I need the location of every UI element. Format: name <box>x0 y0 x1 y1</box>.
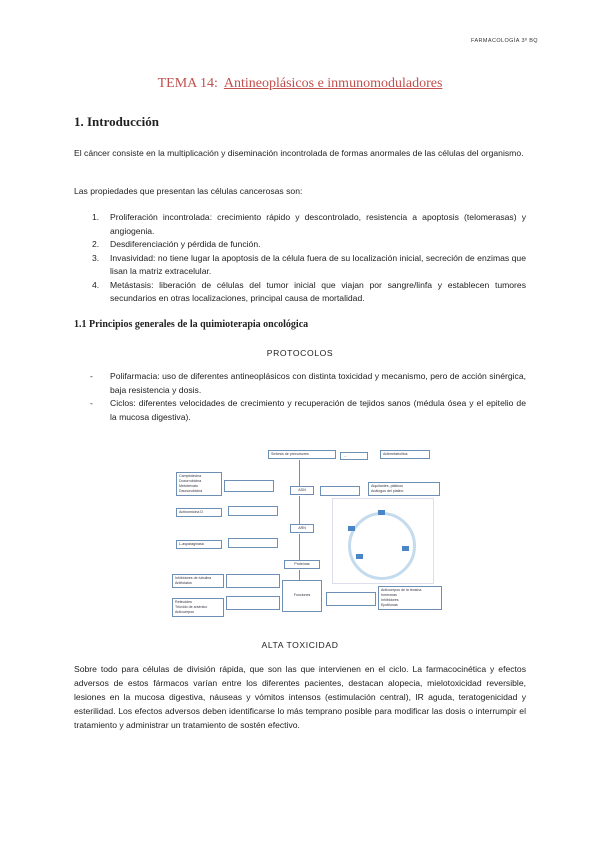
title-topic: Antineoplásicos e inmunomoduladores <box>223 76 443 91</box>
arrow-icon <box>320 486 360 496</box>
actinomycin-label: Actinomicina D <box>176 508 222 517</box>
adn-box: ADN <box>290 486 314 495</box>
list-item: - Polifarmacia: uso de diferentes antineoplásicos con distinta toxicidad y mecanismo, pero de acción sinérgica, baja resistencia y dosis. <box>90 371 526 395</box>
toxicity-label: ALTA TOXICIDAD <box>261 640 339 650</box>
properties-intro: Las propiedades que presentan las células cancerosas son: <box>74 186 303 196</box>
connector-line <box>299 534 300 560</box>
left-drugs-box-1: Camptotecina Doxorrubicina Metotrexato Daunorubicina <box>176 472 222 496</box>
arrow-icon <box>226 574 280 588</box>
properties-list <box>92 211 526 306</box>
list-item: 3. Invasividad: no tiene lugar la apoptosis de la célula fuera de su localización inicial, secreción de enzimas que lisan la matriz extracelular. <box>92 252 526 276</box>
course-header: FARMACOLOGÍA 3º BQ <box>471 38 538 44</box>
section-heading-intro: 1. Introducción <box>74 114 159 129</box>
left-drugs-box-3: Retinoides Trióxido de arsénico Anticuerpos <box>172 598 224 617</box>
title-prefix: TEMA 14: <box>157 76 218 91</box>
list-item: 4. Metástasis: liberación de células del tumor inicial que viajan por sangre/linfa y establecen tumores secundarios en otras localizaciones, principal causa de mortalidad. <box>92 279 526 303</box>
page-title <box>0 76 600 92</box>
functions-box: Funciones <box>282 580 322 612</box>
cycle-marker-icon <box>378 510 385 515</box>
left-drugs-box-2: Inhibidores de tubulina Antifolatos <box>172 574 224 588</box>
arrow-icon <box>228 506 278 516</box>
cycle-marker-icon <box>356 554 363 559</box>
right-drugs-box-2: Anticuerpos de la tirosina hormonas Inhibidores Epotilonas <box>378 586 442 610</box>
connector-line <box>299 496 300 524</box>
right-drugs-box-1: Alquilantes, platinos Análogos del platino <box>368 482 440 496</box>
connector-line <box>299 460 300 486</box>
toxicity-paragraph: Sobre todo para células de división rápida, que son las que intervienen en el ciclo. La farmacocinética y efectos adversos de estos fármacos varían entre los diferentes pacientes, destacan alopecia, mielotoxicidad reversible, lesiones en la mucosa digestiva, náuseas y vómitos intensos (estimulación central), IR aguda, teratogenicidad y esterilidad. Los efectos adversos deben identificarse lo más temprano posible para modificar las dosis o interrumpir el tratamiento y administrar un tratamiento de sostén efectivo. <box>74 664 526 730</box>
protocols-label: PROTOCOLOS <box>266 348 334 358</box>
connector-line <box>299 570 300 580</box>
arrow-icon <box>226 596 280 610</box>
arrow-icon: → <box>340 452 368 460</box>
proteins-box: Proteínas <box>284 560 320 569</box>
section-heading-principles: 1.1 Principios generales de la quimioterapia oncológica <box>74 319 309 330</box>
list-item: 2. Desdiferenciación y pérdida de función. <box>92 239 261 249</box>
arn-box: ARN <box>290 524 314 533</box>
cycle-marker-icon <box>402 546 409 551</box>
arrow-icon <box>224 480 274 492</box>
list-item: 1. Proliferación incontrolada: crecimiento rápido y descontrolado, resistencia a apoptosis (telomerasas) y angiogenia. <box>92 212 526 236</box>
cycle-marker-icon <box>348 526 355 531</box>
arrow-icon <box>326 592 376 606</box>
list-item: - Ciclos: diferentes velocidades de crecimiento y recuperación de tejidos sanos (médula ósea y el epitelio de la mucosa digestiva). <box>90 398 526 422</box>
mechanism-diagram <box>170 446 442 622</box>
intro-paragraph: El cáncer consiste en la multiplicación y diseminación incontrolada de formas anormales de las células del organismo. <box>74 148 524 158</box>
antimetabolites-box: Antimetabolitos <box>380 450 430 459</box>
protocols-list <box>90 370 526 424</box>
arrow-icon <box>228 538 278 548</box>
precursors-box: Síntesis de precursores <box>268 450 336 459</box>
asparaginase-label: L-asparaginasa <box>176 540 222 549</box>
